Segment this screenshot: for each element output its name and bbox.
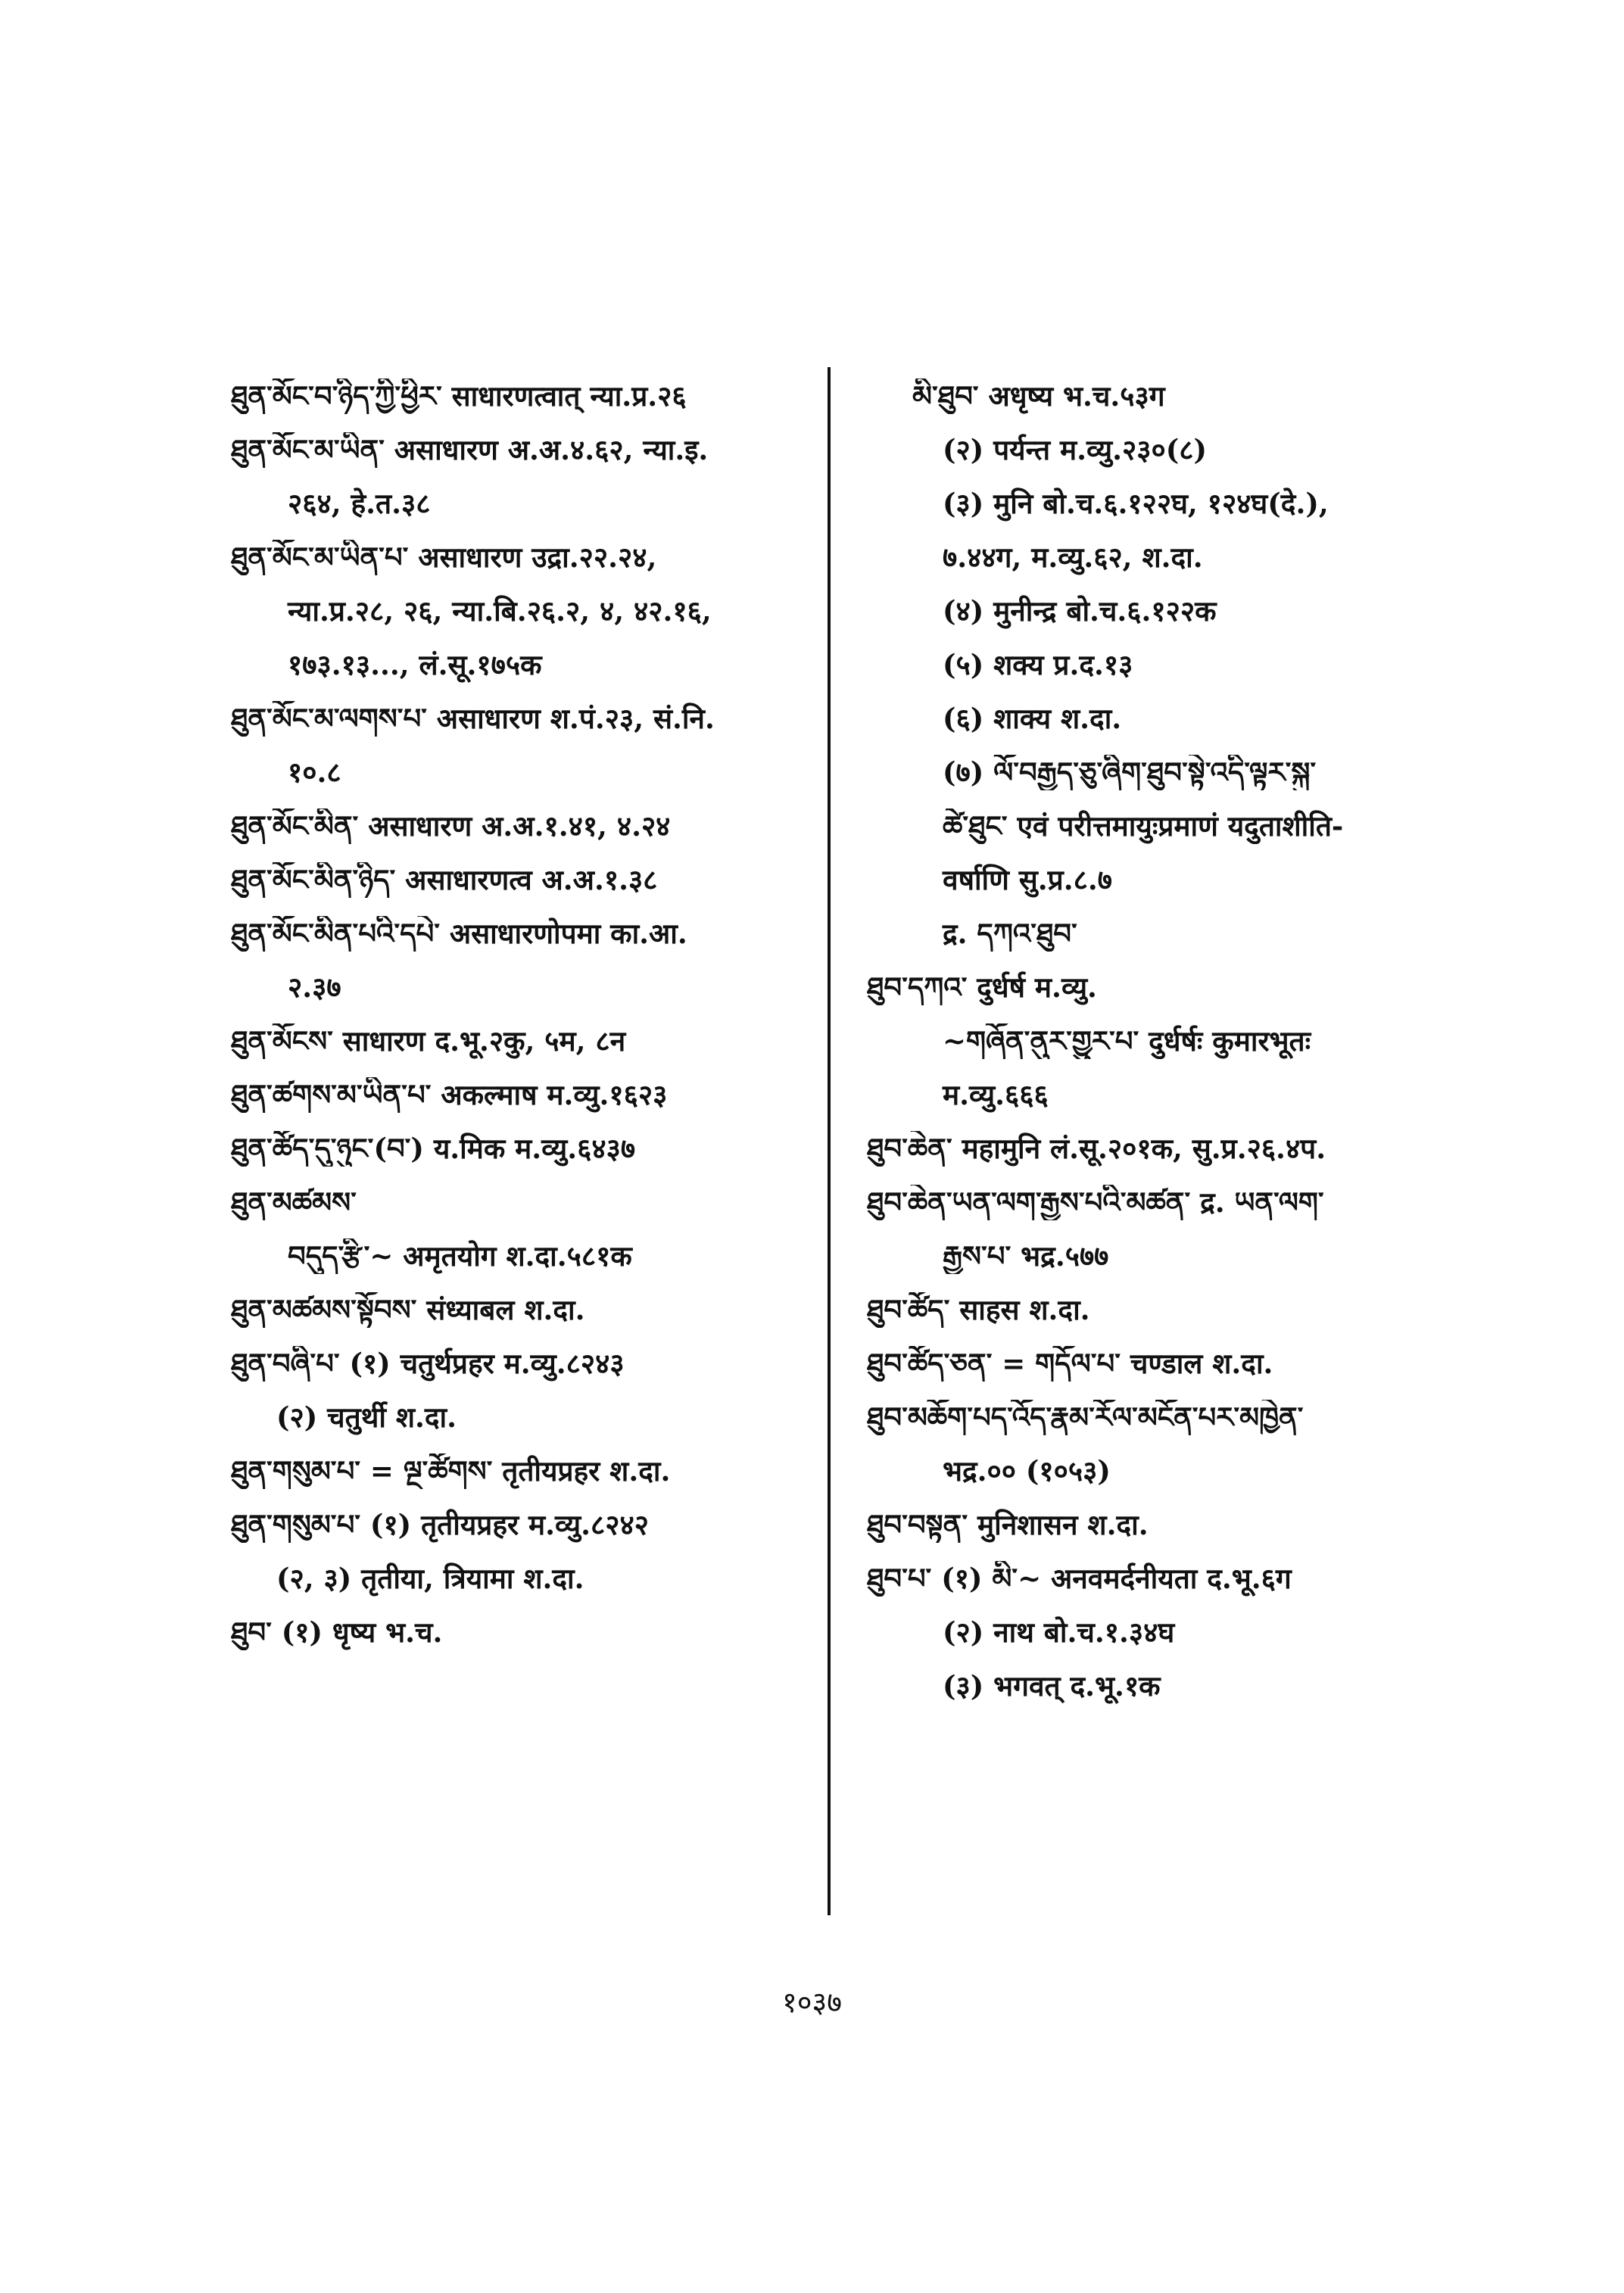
dictionary-entry-line: (७) ལོ་བརྒྱད་ཅུ་ཞིག་ཐུབ་སྟེ་འདི་ལྟར་སྐུ་: [943, 756, 1317, 789]
dictionary-entry-line: १०.८: [288, 756, 341, 789]
dictionary-entry-line: वर्षाणि सु.प्र.८.७: [943, 863, 1112, 896]
dictionary-entry-line: (५) शक्य प्र.द.१३: [943, 648, 1133, 681]
dictionary-entry-line: ཐུན་མོང་མིན་ཉིད་ असाधारणत्व अ.अ.१.३८: [231, 863, 658, 896]
dictionary-entry-line: ཐུབ་ཆེན་ महामुनि लं.सू.२०१क, सु.प्र.२६.४प.: [867, 1132, 1326, 1165]
dictionary-entry-line: ཐུན་མོངས་ साधारण द.भू.२कु, ५म, ८न: [231, 1024, 626, 1058]
dictionary-entry-line: ཐུན་མོང་མ་ཡིན་ असाधारण अ.अ.४.६२, न्या.इ.: [231, 433, 709, 466]
dictionary-entry-line: ཐུན་མོང་མིན་ असाधारण अ.अ.१.४१, ४.२४: [231, 809, 671, 843]
dictionary-entry-line: ཐུན་ཚགས་མ་ཡིན་པ་ अकल्माष म.व्यु.१६२३: [231, 1078, 668, 1111]
dictionary-entry-line: ཐུབ་པ་ (१) མི་~ अनवमर्दनीयता द.भू.६ग: [867, 1562, 1292, 1595]
dictionary-entry-line: (२, ३) तृतीया, त्रियामा श.दा.: [276, 1562, 584, 1595]
dictionary-entry-line: (२) पर्यन्त म.व्यु.२३०(८): [943, 433, 1207, 466]
dictionary-entry-line: ཐུན་མོང་མིན་པའི་དཔེ་ असाधारणोपमा का.आ.: [231, 917, 687, 950]
dictionary-entry-line: ཐུན་མོང་བ་ཉིད་ཀྱི་ཕྱིར་ साधारणत्वात् न्या.प्र.२६: [231, 379, 687, 413]
dictionary-entry-line: (२) नाथ बो.च.१.३४घ: [943, 1615, 1175, 1649]
dictionary-entry-line: ~གཞོན་ནུར་གྱུར་པ་ दुर्धर्षः कुमारभूतः: [943, 1024, 1311, 1058]
dictionary-entry-line: (६) शाक्य श.दा.: [943, 702, 1122, 735]
dictionary-entry-line: २६४, हे.त.३८: [288, 487, 431, 520]
dictionary-entry-line: ཐུན་བཞི་པ་ (१) चतुर्थप्रहर म.व्यु.८२४३: [231, 1347, 625, 1380]
dictionary-entry-line: ཐུབ་མཆོག་པད་འོད་རྣམ་རོལ་མངོན་པར་མཁྱེན་: [867, 1400, 1304, 1434]
column-divider: [828, 367, 831, 1915]
dictionary-entry-line: २.३७: [288, 970, 341, 1004]
dictionary-entry-line: ཐུན་གསུམ་པ་ (१) तृतीयप्रहर म.व्यु.८२४२: [231, 1508, 649, 1541]
dictionary-entry-line: ཐུན་མཚམས་: [231, 1185, 357, 1219]
dictionary-entry-line: ཐུན་གསུམ་པ་ = ལྔ་ཚོགས་ तृतीयप्रहर श.दा.: [231, 1454, 671, 1488]
dictionary-entry-line: རྒྱས་པ་ भद्र.५७७: [943, 1239, 1109, 1273]
dictionary-entry-line: ཐུབ་ཚོད་ साहस श.दा.: [867, 1293, 1090, 1326]
dictionary-entry-line: म.व्यु.६६६: [943, 1078, 1049, 1111]
right-column: [867, 379, 1518, 1722]
dictionary-entry-line: (३) मुनि बो.च.६.१२२घ, १२४घ(दे.),: [943, 487, 1329, 520]
dictionary-entry-line: མི་ཐུབ་ अधृष्य भ.च.५३ग: [912, 379, 1165, 413]
dictionary-entry-line: ཐུན་མོང་མ་ལགས་པ་ असाधारण श.पं.२३, सं.नि.: [231, 702, 715, 735]
page-number: १०३७: [781, 1986, 843, 2019]
dictionary-entry-line: भद्र.०० (१०५३): [943, 1454, 1111, 1488]
dictionary-entry-line: ཐུན་ཚོད་དུ་ཉུང་(བ་) य.मिक म.व्यु.६४३७: [231, 1132, 636, 1165]
dictionary-entry-line: (४) मुनीन्द्र बो.च.६.१२२क: [943, 594, 1217, 628]
dictionary-entry-line: ཚེ་ཐུང་ एवं परीत्तमायुःप्रमाणं यदुताशीति-: [943, 809, 1344, 843]
dictionary-entry-line: བདུད་རྩི་~ अमृतयोग श.दा.५८१क: [288, 1239, 632, 1273]
dictionary-entry-line: ཐུན་མཚམས་སྟོབས་ संध्याबल श.दा.: [231, 1293, 585, 1326]
dictionary-entry-line: ཐུབ་ (१) धृष्य भ.च.: [231, 1615, 443, 1649]
dictionary-entry-line: ཐུབ་ཆེན་ཡན་ལག་རྒྱས་པའི་མཚན་ द्र. ཡན་ལག་: [867, 1185, 1324, 1219]
dictionary-entry-line: ཐུབ་བསྟན་ मुनिशासन श.दा.: [867, 1508, 1149, 1541]
dictionary-entry-line: ཐུབ་ཚོད་ཅན་ = གདོལ་པ་ चण्डाल श.दा.: [867, 1347, 1273, 1380]
dictionary-entry-line: (२) चतुर्थी श.दा.: [276, 1400, 457, 1434]
dictionary-entry-line: ७.४४ग, म.व्यु.६२, श.दा.: [943, 541, 1203, 574]
dictionary-entry-line: ཐུན་མོང་མ་ཡིན་པ་ असाधारण उद्रा.२२.२४,: [231, 541, 657, 574]
dictionary-entry-line: न्या.प्र.२८, २६, न्या.बि.२६.२, ४, ४२.१६,: [288, 594, 712, 628]
dictionary-entry-line: (३) भगवत् द.भू.१क: [943, 1669, 1161, 1703]
dictionary-entry-line: १७३.१३..., लं.सू.१७५क: [288, 648, 542, 681]
dictionary-entry-line: ཐུབ་དཀའ་ दुर्धर्ष म.व्यु.: [867, 970, 1097, 1004]
left-column: [231, 379, 852, 1668]
dictionary-entry-line: द्र. དཀའ་ཐུབ་: [943, 917, 1077, 950]
